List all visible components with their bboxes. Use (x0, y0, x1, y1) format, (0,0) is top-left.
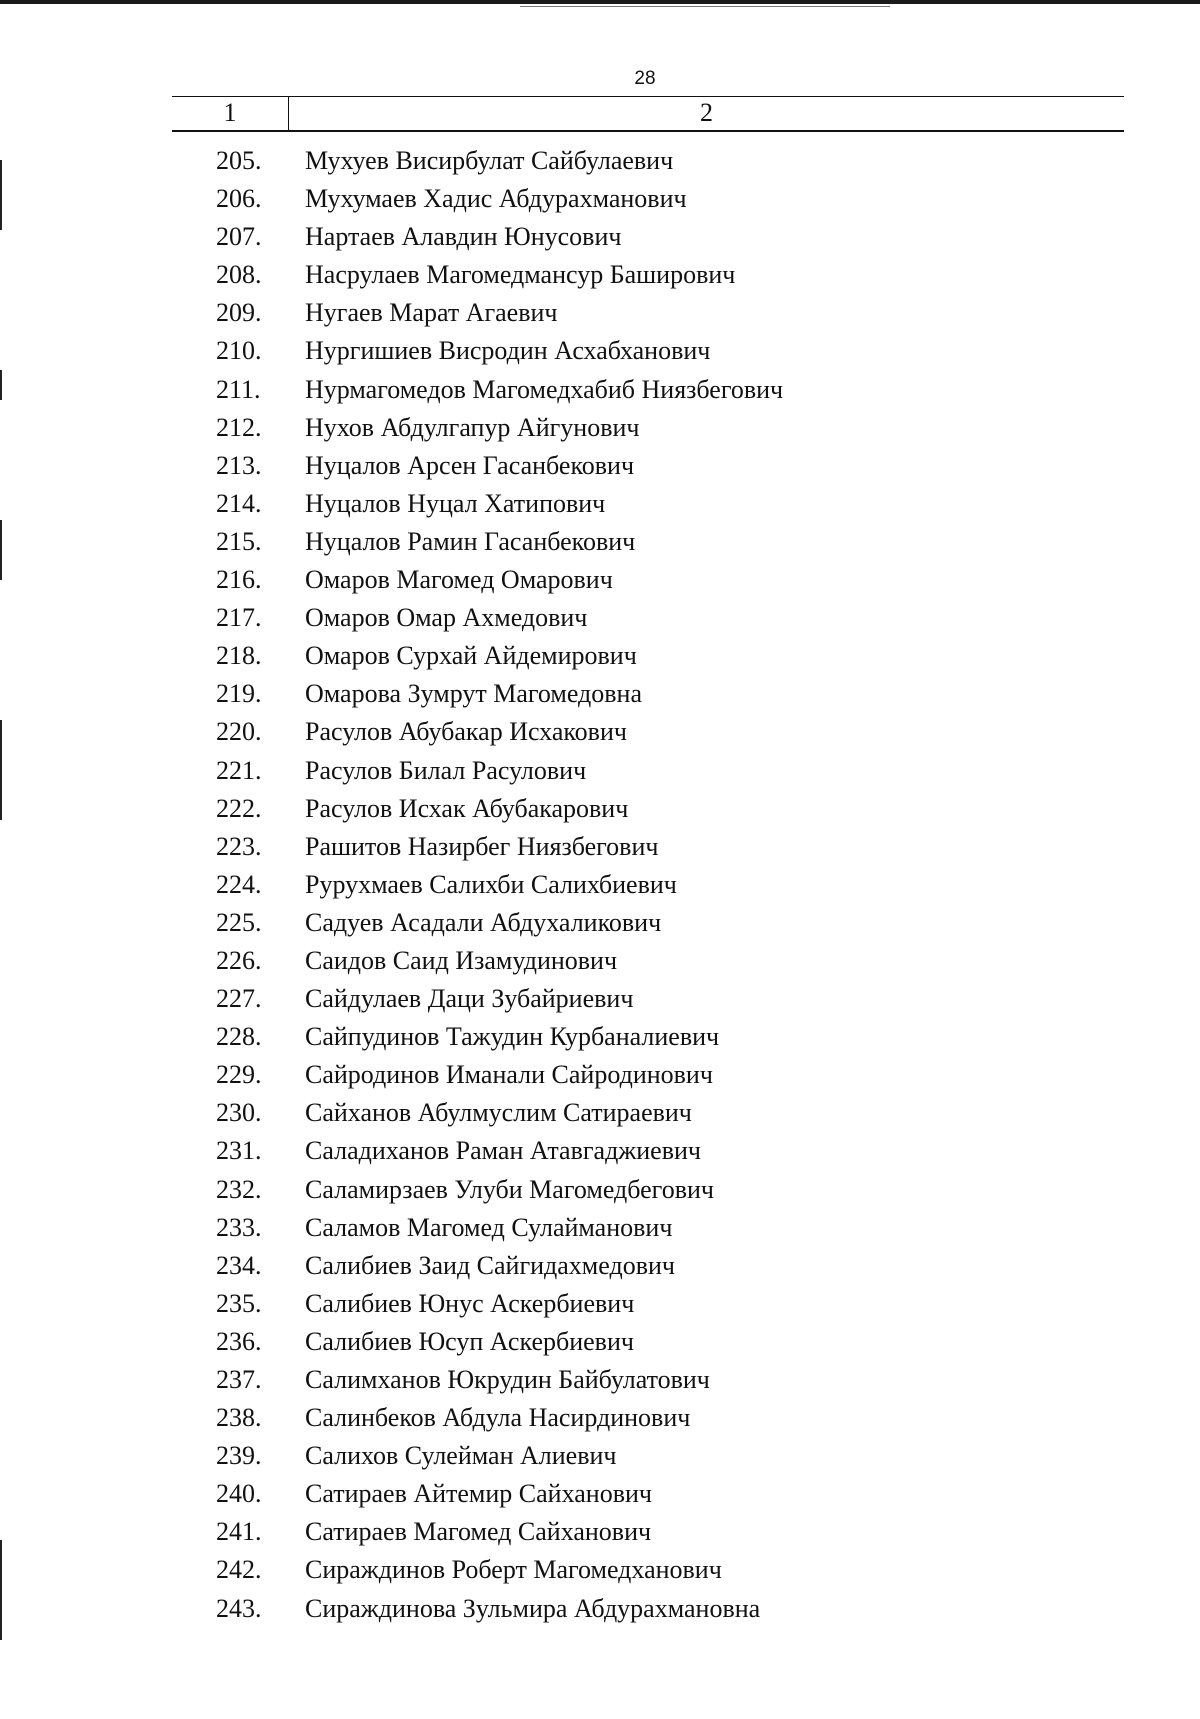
list-item-number: 231. (216, 1136, 262, 1166)
list-item (0, 1018, 1200, 1056)
list-item-number: 228. (216, 1022, 262, 1052)
list-item (0, 1551, 1200, 1589)
scan-top-edge (0, 0, 1200, 4)
list-item-name: Салимханов Юкрудин Байбулатович (305, 1365, 710, 1394)
list-item (0, 942, 1200, 980)
list-item-number: 214. (216, 488, 262, 518)
list-item-name: Нухов Абдулгапур Айгунович (305, 412, 640, 442)
list-item-name: Саидов Саид Изамудинович (305, 945, 618, 975)
list-item-name: Омаров Сурхай Айдемирович (305, 641, 637, 671)
list-item-number: 220. (216, 717, 262, 747)
list-item-name: Рашитов Назирбег Ниязбегович (305, 831, 659, 861)
list-item-number: 237. (216, 1365, 262, 1394)
list-item-number: 206. (216, 184, 262, 214)
list-item-name: Нуцалов Арсен Гасанбекович (305, 450, 635, 480)
list-item-number: 229. (216, 1060, 262, 1090)
list-item-name: Расулов Билал Расулович (305, 755, 587, 785)
list-item-name: Омаров Магомед Омарович (305, 565, 613, 595)
list-item (0, 485, 1200, 523)
list-item-number: 219. (216, 679, 262, 709)
list-item-number: 240. (216, 1479, 262, 1509)
list-item (0, 180, 1200, 218)
list-item-number: 234. (216, 1250, 262, 1280)
list-item-name: Саламирзаев Улуби Магомедбегович (305, 1174, 714, 1204)
list-item-number: 222. (216, 793, 262, 823)
column-header-number: 1 (223, 98, 237, 127)
column-header-name: 2 (700, 98, 713, 127)
list-item (0, 1247, 1200, 1285)
list-item-name: Салибиев Заид Сайгидахмедович (305, 1250, 675, 1280)
list-item (0, 332, 1200, 370)
list-item-name: Омарова Зумрут Магомедовна (305, 679, 643, 709)
list-item (0, 752, 1200, 790)
list-item-number: 212. (216, 412, 262, 442)
list-item-name: Сайдулаев Даци Зубайриевич (305, 984, 634, 1014)
list-item (0, 1056, 1200, 1094)
list-item-name: Салибиев Юсуп Аскербиевич (305, 1326, 634, 1356)
list-item (0, 1513, 1200, 1551)
list-item-name: Мухуев Висирбулат Сайбулаевич (305, 146, 674, 175)
list-item (0, 371, 1200, 409)
list-item-number: 233. (216, 1212, 262, 1242)
list-item-number: 215. (216, 526, 262, 556)
list-item (0, 790, 1200, 828)
list-item-name: Нуцалов Рамин Гасанбекович (305, 526, 636, 556)
list-item-number: 226. (216, 945, 262, 975)
list-item (0, 142, 1200, 180)
list-item-number: 224. (216, 869, 262, 899)
list-item-name: Расулов Исхак Абубакарович (305, 793, 629, 823)
list-item-number: 225. (216, 907, 262, 937)
list-item (0, 599, 1200, 637)
list-item (0, 904, 1200, 942)
list-item-number: 218. (216, 641, 262, 671)
list-item (0, 447, 1200, 485)
list-item (0, 980, 1200, 1018)
list-item-number: 217. (216, 603, 262, 633)
list-item (0, 713, 1200, 751)
list-item (0, 1285, 1200, 1323)
list-item (0, 866, 1200, 904)
list-item-name: Сираждинов Роберт Магомедханович (305, 1555, 722, 1585)
list-item (0, 561, 1200, 599)
list-item-number: 211. (216, 374, 261, 404)
table-header-rule (172, 130, 1124, 132)
list-item-name: Сайродинов Иманали Сайродинович (305, 1060, 713, 1090)
list-item-name: Садуев Асадали Абдухаликович (305, 907, 662, 937)
list-item (0, 1475, 1200, 1513)
list-item-name: Сатираев Магомед Сайханович (305, 1517, 652, 1547)
table-top-rule (172, 96, 1124, 97)
list-item-name: Рурухмаев Салихби Салихбиевич (305, 869, 677, 899)
list-item-number: 243. (216, 1593, 262, 1623)
list-item (0, 1590, 1200, 1628)
list-item-number: 213. (216, 450, 262, 480)
list-item (0, 218, 1200, 256)
list-item (0, 1361, 1200, 1399)
list-item-name: Нартаев Алавдин Юнусович (305, 222, 622, 252)
list-item (0, 294, 1200, 332)
list-item (0, 1323, 1200, 1361)
list-item-name: Нургишиев Висродин Асхабханович (305, 336, 711, 366)
list-item (0, 675, 1200, 713)
list-item-number: 205. (216, 146, 262, 175)
list-item-name: Саламов Магомед Сулайманович (305, 1212, 673, 1242)
list-item-number: 239. (216, 1441, 262, 1471)
list-item-name: Салибиев Юнус Аскербиевич (305, 1288, 635, 1318)
list-item (0, 637, 1200, 675)
list-item (0, 256, 1200, 294)
list-item-number: 242. (216, 1555, 262, 1585)
list-item-name: Насрулаев Магомедмансур Баширович (305, 260, 736, 290)
list-item-number: 230. (216, 1098, 262, 1128)
list-item (0, 1132, 1200, 1170)
name-list (0, 142, 1200, 1628)
list-item-name: Нуцалов Нуцал Хатипович (305, 488, 606, 518)
list-item-number: 207. (216, 222, 262, 252)
list-item-number: 223. (216, 831, 262, 861)
list-item (0, 1437, 1200, 1475)
list-item-number: 232. (216, 1174, 262, 1204)
list-item-name: Омаров Омар Ахмедович (305, 603, 588, 633)
list-item (0, 523, 1200, 561)
list-item-number: 221. (216, 755, 262, 785)
list-item-name: Сираждинова Зульмира Абдурахмановна (305, 1593, 761, 1623)
list-item-name: Салихов Сулейман Алиевич (305, 1441, 617, 1471)
list-item-number: 227. (216, 984, 262, 1014)
list-item (0, 1171, 1200, 1209)
list-item-name: Сайханов Абулмуслим Сатираевич (305, 1098, 692, 1128)
list-item-name: Салинбеков Абдула Насирдинович (305, 1403, 691, 1433)
list-item-number: 238. (216, 1403, 262, 1433)
list-item (0, 1209, 1200, 1247)
page-number: 28 (634, 68, 656, 89)
list-item-number: 241. (216, 1517, 262, 1547)
list-item-name: Нурмагомедов Магомедхабиб Ниязбегович (305, 374, 784, 404)
list-item (0, 1399, 1200, 1437)
list-item-name: Мухумаев Хадис Абдурахманович (305, 184, 687, 214)
list-item-number: 209. (216, 298, 262, 328)
list-item-name: Саладиханов Раман Атавгаджиевич (305, 1136, 701, 1166)
list-item (0, 1094, 1200, 1132)
list-item-number: 235. (216, 1288, 262, 1318)
scan-top-edge-thin (520, 6, 890, 7)
list-item (0, 409, 1200, 447)
list-item-number: 210. (216, 336, 262, 366)
list-item-number: 216. (216, 565, 262, 595)
list-item-name: Сайпудинов Тажудин Курбаналиевич (305, 1022, 720, 1052)
list-item-name: Сатираев Айтемир Сайханович (305, 1479, 652, 1509)
list-item-number: 236. (216, 1326, 262, 1356)
list-item-name: Расулов Абубакар Исхакович (305, 717, 627, 747)
list-item-number: 208. (216, 260, 262, 290)
list-item (0, 828, 1200, 866)
list-item-name: Нугаев Марат Агаевич (305, 298, 558, 328)
